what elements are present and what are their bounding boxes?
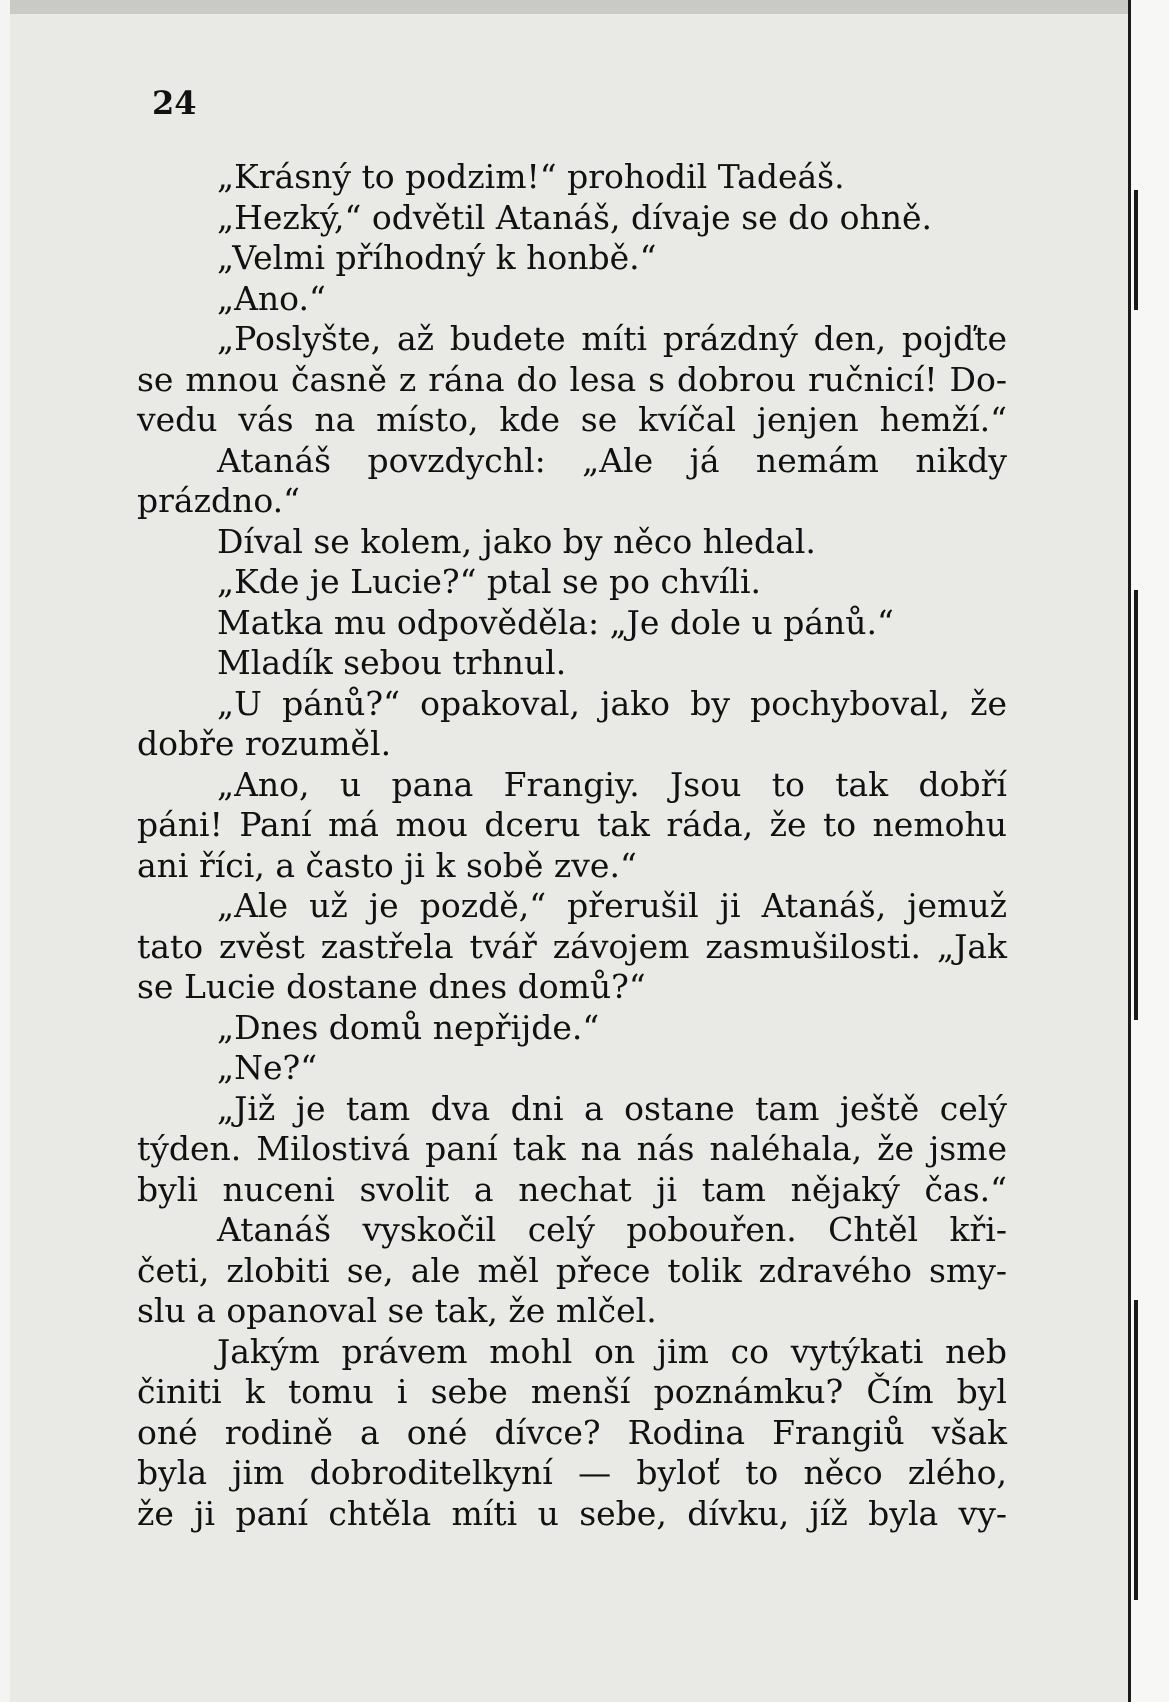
text-line: Jakým právem mohl on jim co vytýkati neb (217, 1331, 1007, 1371)
text-line: „Kde je Lucie?“ ptal se po chvíli. (217, 562, 762, 601)
text-line: „Ano.“ (217, 278, 326, 318)
text-line: oné rodině a oné dívce? Rodina Frangiů však (137, 1412, 1007, 1452)
text-line: „Ano, u pana Frangiy. Jsou to tak dobří (217, 764, 1007, 804)
text-line: že ji paní chtěla míti u sebe, dívku, jíž byla vy- (137, 1493, 1007, 1533)
spine-mark (1134, 1300, 1138, 1600)
page-top-edge (0, 0, 1169, 14)
text-line: činiti k tomu i sebe menší poznámku? Čím byl (137, 1372, 1007, 1411)
text-line: „Již je tam dva dni a ostane tam ještě celý (217, 1088, 1007, 1128)
text-line: Atanáš povzdychl: „Ale já nemám nikdy (217, 440, 1007, 480)
text-line: páni! Paní má mou dceru tak ráda, že to nemohu (137, 805, 1007, 844)
body-text (137, 157, 1007, 1534)
text-line: týden. Milostivá paní tak na nás naléhala, že jsme (137, 1129, 1007, 1168)
text-line: vedu vás na místo, kde se kvíčal jenjen hemží.“ (137, 400, 1007, 439)
text-line: byla jim dobroditelkyní — byloť to něco zlého, (137, 1453, 1007, 1492)
text-line: tato zvěst zastřela tvář závojem zasmušilosti. „Jak (137, 926, 1007, 966)
text-line: dobře rozuměl. (137, 724, 392, 763)
text-line: „Ne?“ (217, 1048, 318, 1087)
text-line: „Krásný to podzim!“ prohodil Tadeáš. (217, 157, 845, 196)
page-number: 24 (152, 84, 197, 122)
text-line: Matka mu odpověděla: „Je dole u pánů.“ (217, 602, 894, 642)
text-line: „Poslyšte, až budete míti prázdný den, pojďte (217, 319, 1007, 358)
text-line: četi, zlobiti se, ale měl přece tolik zdravého smy- (137, 1250, 1007, 1290)
text-line: Díval se kolem, jako by něco hledal. (217, 521, 816, 561)
text-line: Atanáš vyskočil celý pobouřen. Chtěl kři- (217, 1210, 1007, 1249)
text-line: se Lucie dostane dnes domů?“ (137, 967, 646, 1006)
spine-mark (1134, 590, 1138, 1020)
text-line: „Hezký,“ odvětil Atanáš, dívaje se do ohně. (217, 197, 933, 237)
page-left-edge (0, 0, 10, 1702)
text-line: prázdno.“ (137, 481, 300, 520)
text-line: ani říci, a často ji k sobě zve.“ (137, 845, 637, 885)
text-line: „Dnes domů nepřijde.“ (217, 1007, 600, 1047)
spine-mark (1134, 190, 1138, 310)
text-line: „Ale už je pozdě,“ přerušil ji Atanáš, jemuž (217, 886, 1007, 925)
text-line: se mnou časně z rána do lesa s dobrou ručnicí! Do- (137, 359, 1007, 399)
text-line: byli nuceni svolit a nechat ji tam nějaký čas.“ (137, 1169, 1007, 1209)
text-line: „U pánů?“ opakoval, jako by pochyboval, že (217, 683, 1007, 723)
text-line: „Velmi příhodný k honbě.“ (217, 238, 657, 277)
text-line: Mladík sebou trhnul. (217, 643, 567, 682)
text-line: slu a opanoval se tak, že mlčel. (137, 1291, 657, 1330)
